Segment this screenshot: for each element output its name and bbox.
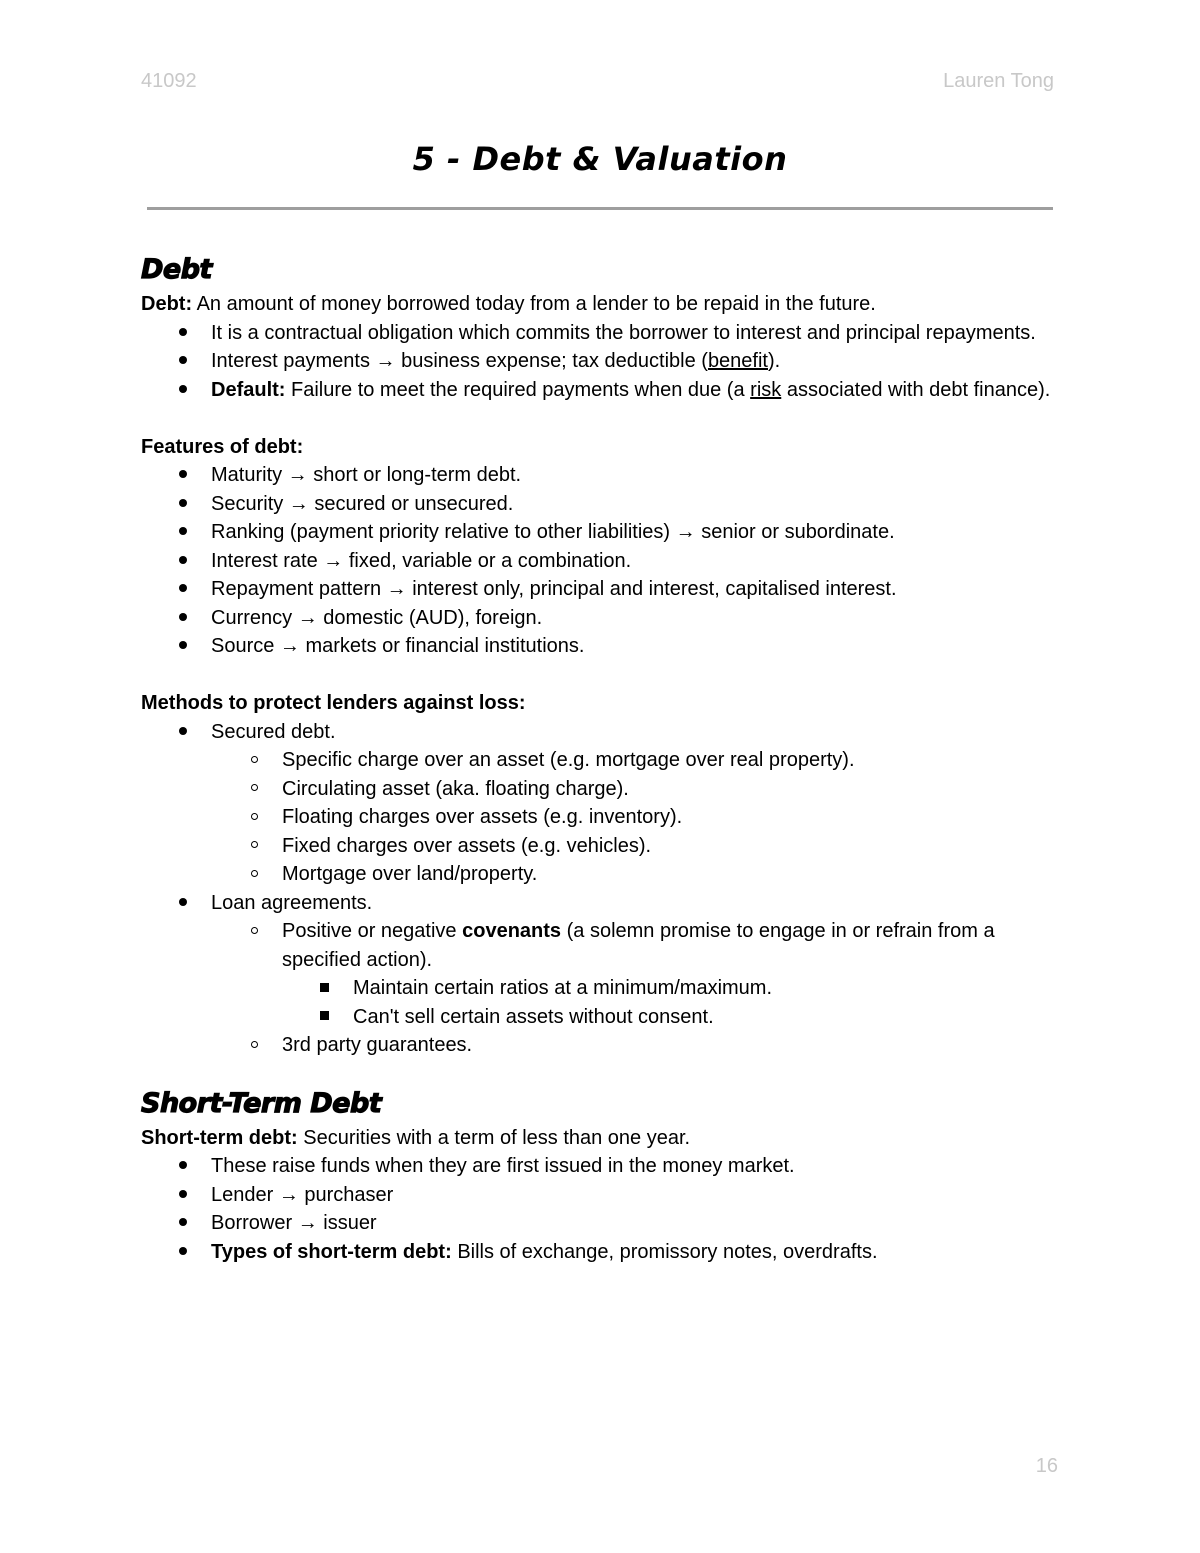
underlined-term: risk xyxy=(750,378,782,401)
list-item-text: associated with debt finance). xyxy=(781,378,1051,401)
short-term-list xyxy=(141,1152,1061,1266)
list-item xyxy=(141,547,1061,576)
list-item xyxy=(141,1152,1061,1181)
methods-list xyxy=(141,718,1061,1060)
list-item-text: Borrower → issuer xyxy=(211,1212,377,1234)
list-item xyxy=(141,461,1061,490)
bullet-icon xyxy=(176,376,190,405)
circle-bullet-icon xyxy=(247,860,261,889)
list-item xyxy=(141,1209,1061,1238)
list-item-text: Floating charges over assets (e.g. inventory). xyxy=(282,806,683,828)
list-item xyxy=(141,1003,1061,1032)
definition-term: Debt: xyxy=(141,293,193,315)
list-item-text: Positive or negative xyxy=(282,920,463,942)
title-divider xyxy=(147,207,1053,210)
circle-bullet-icon xyxy=(247,803,261,832)
list-item xyxy=(141,803,1061,832)
page-number: 16 xyxy=(1035,1455,1058,1477)
debt-definition xyxy=(141,290,1061,319)
list-item-text: Lender → purchaser xyxy=(211,1183,394,1206)
list-item-text: Ranking (payment priority relative to other liabilities) → senior or subordinate. xyxy=(211,521,895,543)
list-item xyxy=(141,490,1061,519)
features-label: Features of debt: xyxy=(141,435,304,458)
list-item xyxy=(141,347,1061,376)
list-item-text: Secured debt. xyxy=(211,720,336,743)
list-item-text: Maintain certain ratios at a minimum/maximum. xyxy=(353,977,773,999)
list-item xyxy=(141,860,1061,889)
list-item-text: Specific charge over an asset (e.g. mortgage over real property). xyxy=(282,749,855,771)
list-item-text: Interest payments → business expense; tax deductible ( xyxy=(211,350,708,372)
bold-term: Default: xyxy=(211,378,286,401)
list-item-text: Failure to meet the required payments when due (a xyxy=(285,378,751,401)
section-heading-short-term-debt: Short-Term Debt xyxy=(141,1087,382,1119)
circle-bullet-icon xyxy=(247,775,261,804)
list-item xyxy=(141,746,1061,775)
bullet-icon xyxy=(176,547,190,576)
list-item xyxy=(141,775,1061,804)
bullet-icon xyxy=(176,518,190,547)
list-item-text: ). xyxy=(768,350,781,372)
list-item-text: These raise funds when they are first issued in the money market. xyxy=(211,1155,795,1177)
definition-term: Short-term debt: xyxy=(141,1126,298,1149)
bullet-icon xyxy=(176,604,190,633)
bullet-icon xyxy=(176,461,190,490)
list-item xyxy=(141,1031,1061,1060)
list-item xyxy=(141,1238,1061,1267)
list-item xyxy=(141,632,1061,661)
list-item xyxy=(141,319,1061,348)
list-item-text: 3rd party guarantees. xyxy=(282,1034,473,1056)
circle-bullet-icon xyxy=(247,746,261,775)
list-item xyxy=(141,604,1061,633)
underlined-term: benefit xyxy=(707,350,768,372)
circle-bullet-icon xyxy=(247,1031,261,1060)
bullet-icon xyxy=(176,1238,190,1267)
list-item-text: Loan agreements. xyxy=(211,891,373,914)
list-item-text: Currency → domestic (AUD), foreign. xyxy=(211,606,543,629)
bullet-icon xyxy=(176,490,190,519)
document-body xyxy=(141,250,1061,1266)
debt-bullet-list xyxy=(141,319,1061,405)
square-bullet-icon xyxy=(317,1003,331,1032)
list-item xyxy=(141,376,1061,405)
list-item xyxy=(141,917,1061,974)
definition-text: Securities with a term of less than one year. xyxy=(297,1126,691,1149)
list-item-text: Source → markets or financial institutions. xyxy=(211,635,585,657)
list-item-text: (a solemn promise to engage in or refrain from a specified action). xyxy=(282,920,995,971)
bullet-icon xyxy=(176,718,190,747)
list-item xyxy=(141,832,1061,861)
list-item-text: Mortgage over land/property. xyxy=(282,863,538,885)
definition-text: An amount of money borrowed today from a lender to be repaid in the future. xyxy=(192,293,876,315)
bullet-icon xyxy=(176,1152,190,1181)
circle-bullet-icon xyxy=(247,832,261,861)
list-item xyxy=(141,974,1061,1003)
list-item-text: Bills of exchange, promissory notes, overdrafts. xyxy=(451,1240,878,1263)
section-heading-debt: Debt xyxy=(141,254,212,285)
bold-term: covenants xyxy=(462,920,562,942)
list-item-text: Can't sell certain assets without consent. xyxy=(353,1005,714,1028)
bullet-icon xyxy=(176,319,190,348)
list-item-text: It is a contractual obligation which commits the borrower to interest and principal repayments. xyxy=(211,321,1036,344)
list-item xyxy=(141,718,1061,747)
list-item xyxy=(141,889,1061,918)
list-item-text: Maturity → short or long-term debt. xyxy=(211,464,522,486)
list-item-text: Circulating asset (aka. floating charge). xyxy=(282,777,629,800)
bullet-icon xyxy=(176,575,190,604)
bold-term: Types of short-term debt: xyxy=(211,1240,452,1263)
circle-bullet-icon xyxy=(247,917,261,946)
list-item-text: Interest rate → fixed, variable or a combination. xyxy=(211,549,632,572)
short-term-definition xyxy=(141,1124,1061,1153)
bullet-icon xyxy=(176,1181,190,1210)
bullet-icon xyxy=(176,632,190,661)
square-bullet-icon xyxy=(317,974,331,1003)
list-item-text: Security → secured or unsecured. xyxy=(211,492,514,515)
list-item xyxy=(141,1181,1061,1210)
header-course-code: 41092 xyxy=(141,70,197,92)
bullet-icon xyxy=(176,347,190,376)
list-item xyxy=(141,518,1061,547)
bullet-icon xyxy=(176,1209,190,1238)
list-item xyxy=(141,575,1061,604)
list-item-text: Repayment pattern → interest only, principal and interest, capitalised interest. xyxy=(211,578,897,600)
methods-label: Methods to protect lenders against loss: xyxy=(141,692,526,714)
list-item-text: Fixed charges over assets (e.g. vehicles). xyxy=(282,834,652,857)
bullet-icon xyxy=(176,889,190,918)
header-author: Lauren Tong xyxy=(943,70,1054,92)
features-list xyxy=(141,461,1061,661)
page-title: 5 - Debt & Valuation xyxy=(412,140,788,178)
